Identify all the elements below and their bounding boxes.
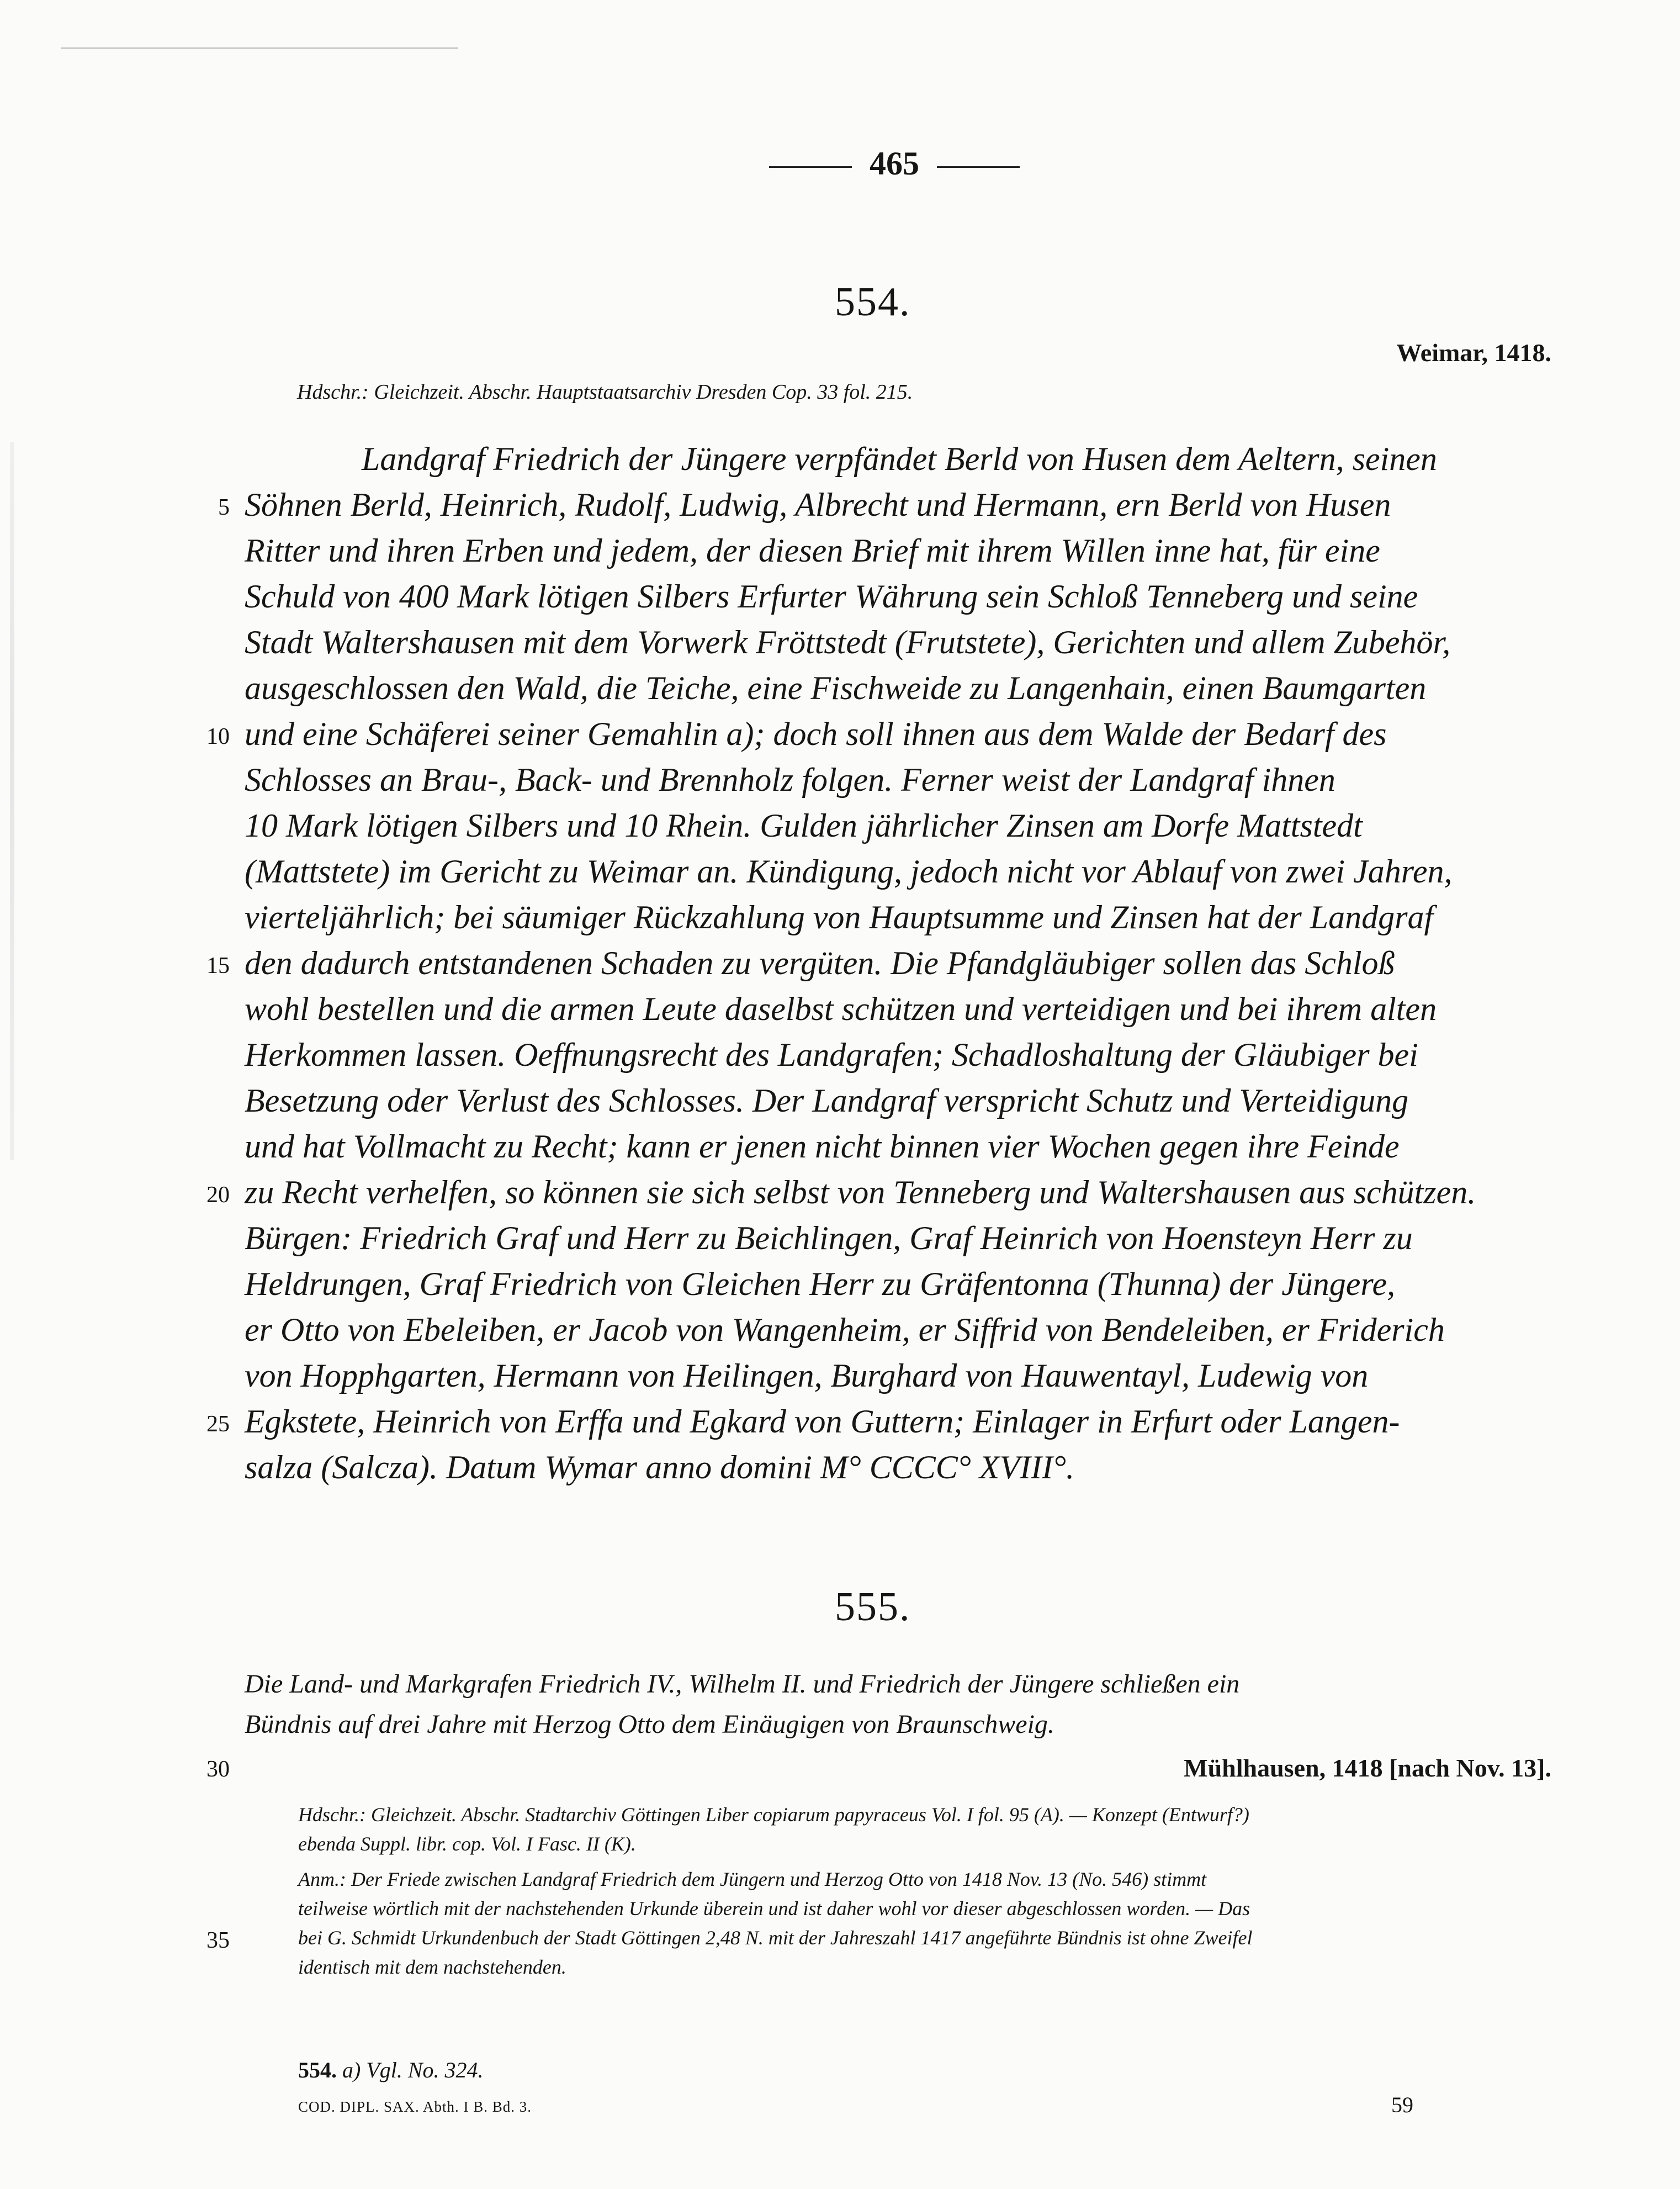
- doc-554-number: 554.: [835, 279, 911, 325]
- doc-555-note-line: bei G. Schmidt Urkundenbuch der Stadt Göttingen 2,48 N. mit der Jahreszahl 1417 angeführte Bündnis ist ohne Zweifel: [298, 1927, 1253, 1949]
- body-line: zu Recht verhelfen, so können sie sich selbst von Tenneberg und Waltershausen aus schützen.: [245, 1174, 1476, 1210]
- scan-top-rule: [61, 47, 458, 49]
- body-line: Schuld von 400 Mark lötigen Silbers Erfurter Währung sein Schloß Tenneberg und seine: [245, 578, 1418, 615]
- body-line: (Mattstete) im Gericht zu Weimar an. Kündigung, jedoch nicht vor Ablauf von zwei Jahren,: [245, 853, 1453, 890]
- body-line: vierteljährlich; bei säumiger Rückzahlung von Hauptsumme und Zinsen hat der Landgraf: [245, 899, 1434, 935]
- body-line: Stadt Waltershausen mit dem Vorwerk Fröttstedt (Frutstete), Gerichten und allem Zubehör,: [245, 624, 1451, 660]
- body-line: Söhnen Berld, Heinrich, Rudolf, Ludwig, Albrecht und Hermann, ern Berld von Husen: [245, 487, 1391, 523]
- body-line: Heldrungen, Graf Friedrich von Gleichen Herr zu Gräfentonna (Thunna) der Jüngere,: [245, 1266, 1396, 1302]
- line-number: 25: [206, 1411, 230, 1437]
- footnote-text: a) Vgl. No. 324.: [342, 2058, 484, 2082]
- body-line: Bürgen: Friedrich Graf und Herr zu Beichlingen, Graf Heinrich von Hoensteyn Herr zu: [245, 1220, 1413, 1256]
- body-line: den dadurch entstandenen Schaden zu vergüten. Die Pfandgläubiger sollen das Schloß: [245, 945, 1395, 981]
- line-number: 5: [218, 495, 230, 520]
- doc-555-note-line: identisch mit dem nachstehenden.: [298, 1956, 566, 1978]
- body-line: Landgraf Friedrich der Jüngere verpfändet Berld von Husen dem Aeltern, seinen: [362, 441, 1437, 477]
- body-line: Besetzung oder Verlust des Schlosses. Der Landgraf verspricht Schutz und Verteidigung: [245, 1082, 1409, 1119]
- body-line: von Hopphgarten, Hermann von Heilingen, Burghard von Hauwentayl, Ludewig von: [245, 1357, 1369, 1394]
- doc-554-source: Hdschr.: Gleichzeit. Abschr. Hauptstaatsarchiv Dresden Cop. 33 fol. 215.: [297, 380, 913, 404]
- body-line: Schlosses an Brau-, Back- und Brennholz folgen. Ferner weist der Landgraf ihnen: [245, 762, 1335, 798]
- doc-554-dateline: Weimar, 1418.: [1396, 339, 1551, 367]
- line-number: 30: [206, 1757, 230, 1782]
- running-head: [734, 145, 1054, 183]
- body-line: Ritter und ihren Erben und jedem, der diesen Brief mit ihrem Willen inne hat, für eine: [245, 532, 1380, 569]
- body-line: er Otto von Ebeleiben, er Jacob von Wangenheim, er Siffrid von Bendeleiben, er Friderich: [245, 1312, 1445, 1348]
- body-line: und hat Vollmacht zu Recht; kann er jenen nicht binnen vier Wochen gegen ihre Feinde: [245, 1128, 1400, 1165]
- body-line: wohl bestellen und die armen Leute daselbst schützen und verteidigen und bei ihrem alten: [245, 991, 1437, 1027]
- doc-555-note-line: ebenda Suppl. libr. cop. Vol. I Fasc. II (K).: [298, 1833, 636, 1855]
- page-number: 465: [870, 145, 919, 182]
- line-number: 35: [206, 1928, 230, 1953]
- body-line: salza (Salcza). Datum Wymar anno domini M° CCCC° XVIII°.: [245, 1449, 1075, 1485]
- doc-555-note-line: teilweise wörtlich mit der nachstehenden Urkunde überein und ist daher wohl vor dieser abgeschlossen worden. — Das: [298, 1897, 1250, 1920]
- doc-555-abstract-line: Die Land- und Markgrafen Friedrich IV., Wilhelm II. und Friedrich der Jüngere schließen ein: [245, 1669, 1240, 1699]
- running-head-dash-left: [769, 166, 852, 168]
- scan-gutter-shadow: [10, 442, 14, 1160]
- doc-555-abstract-line: Bündnis auf drei Jahre mit Herzog Otto dem Einäugigen von Braunschweig.: [245, 1710, 1054, 1739]
- body-line: Egkstete, Heinrich von Erffa und Egkard von Guttern; Einlager in Erfurt oder Langen-: [245, 1403, 1400, 1440]
- footnote: [298, 2057, 484, 2083]
- body-line: 10 Mark lötigen Silbers und 10 Rhein. Gulden jährlicher Zinsen am Dorfe Mattstedt: [245, 807, 1363, 844]
- doc-555-number: 555.: [835, 1584, 911, 1630]
- doc-555-note-line: Hdschr.: Gleichzeit. Abschr. Stadtarchiv Göttingen Liber copiarum papyraceus Vol. I fol. 95 (A). — Konzept (Entwurf?): [298, 1804, 1249, 1826]
- footnote-ref: 554.: [298, 2058, 337, 2082]
- body-line: ausgeschlossen den Wald, die Teiche, eine Fischweide zu Langenhain, einen Baumgarten: [245, 670, 1427, 706]
- line-number: 15: [206, 953, 230, 979]
- doc-555-dateline: Mühlhausen, 1418 [nach Nov. 13].: [1184, 1754, 1551, 1782]
- line-number: 20: [206, 1182, 230, 1208]
- running-head-dash-right: [937, 166, 1020, 168]
- body-line: und eine Schäferei seiner Gemahlin a); doch soll ihnen aus dem Walde der Bedarf des: [245, 716, 1387, 752]
- footer-signature: COD. DIPL. SAX. Abth. I B. Bd. 3.: [298, 2098, 532, 2115]
- footer-sheet-number: 59: [1391, 2092, 1413, 2117]
- line-number: 10: [206, 724, 230, 749]
- doc-555-note-line: Anm.: Der Friede zwischen Landgraf Friedrich dem Jüngern und Herzog Otto von 1418 Nov. 13 (No. 546) stimmt: [298, 1868, 1207, 1890]
- body-line: Herkommen lassen. Oeffnungsrecht des Landgrafen; Schadloshaltung der Gläubiger bei: [245, 1037, 1418, 1073]
